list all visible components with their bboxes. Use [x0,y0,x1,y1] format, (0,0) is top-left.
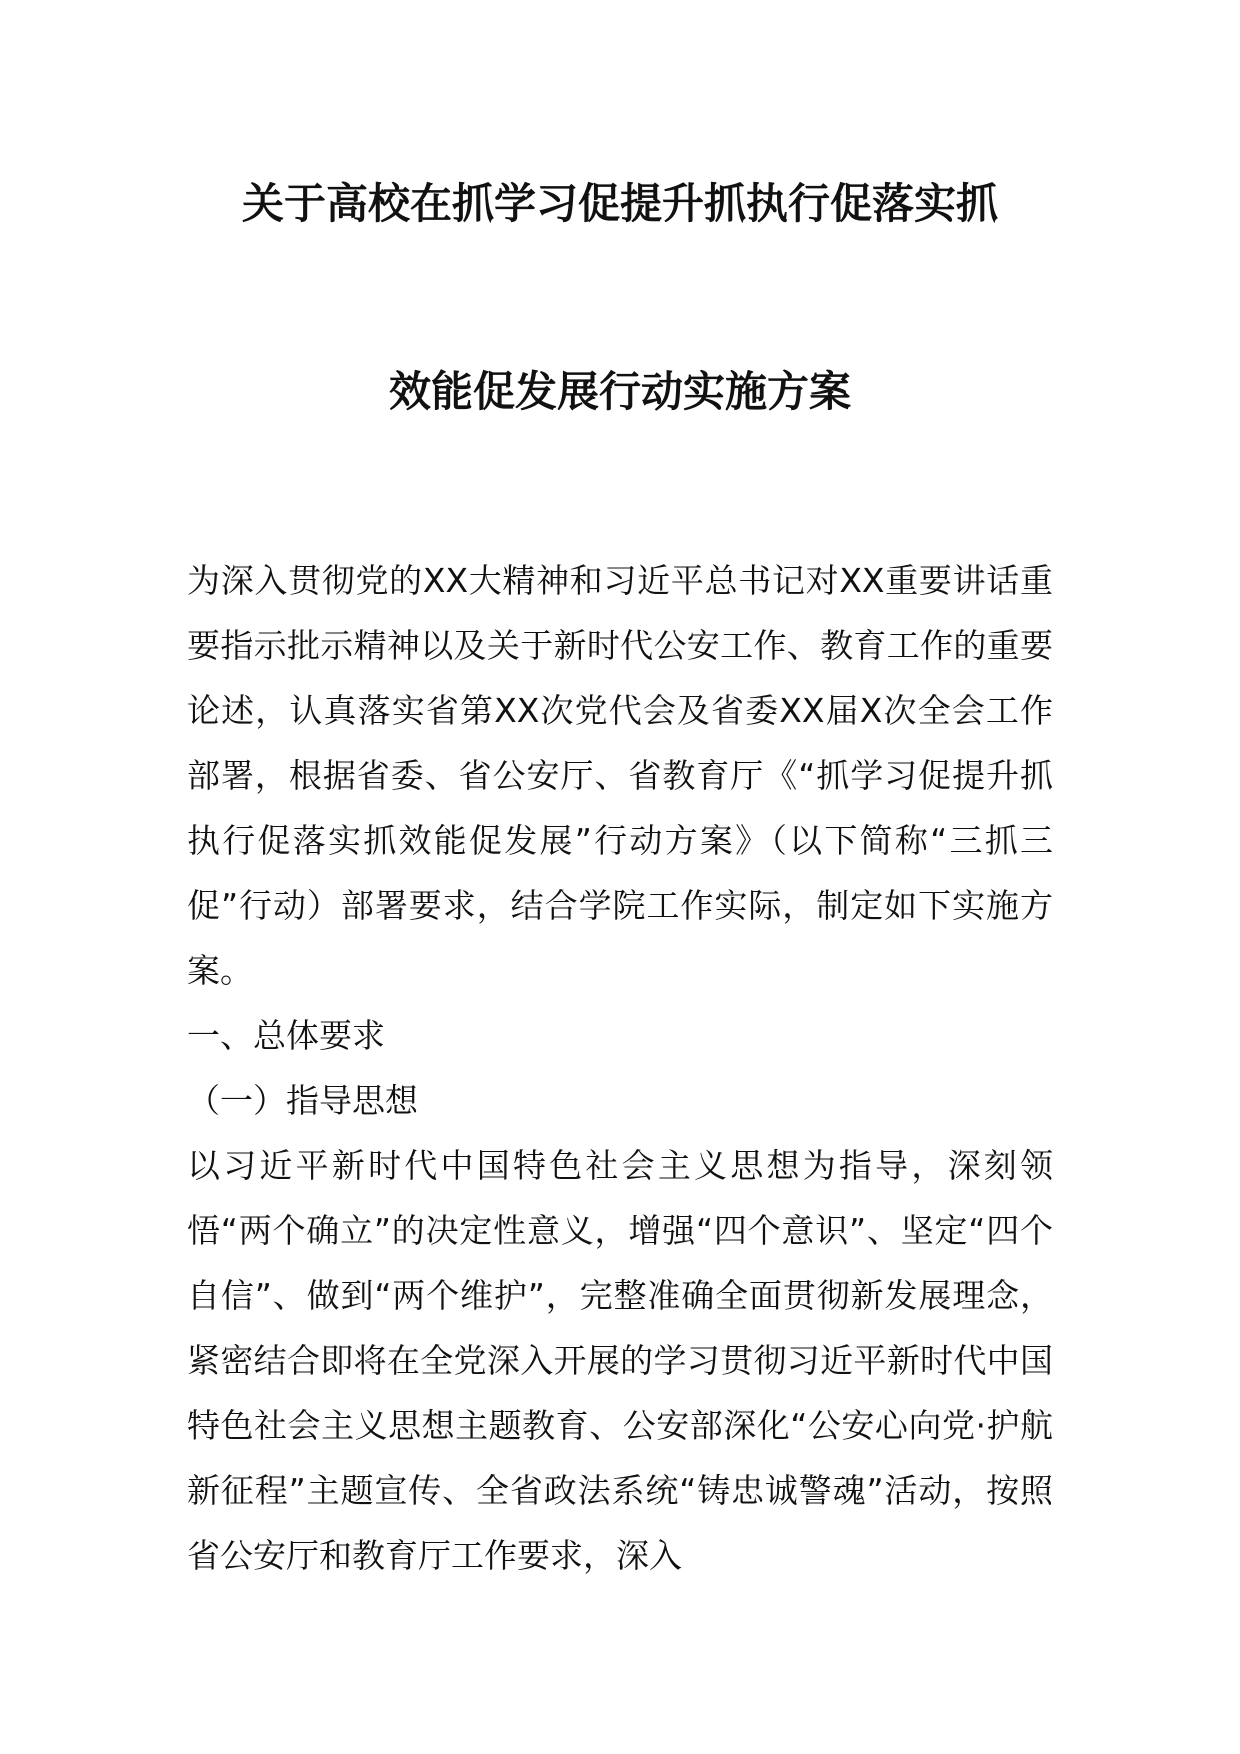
document-title-line-1: 关于高校在抓学习促提升抓执行促落实抓 [241,179,998,228]
subsection-heading-guiding-thought: （一）指导思想 [187,1081,418,1120]
document-body [187,548,1053,1588]
guiding-thought-paragraph: 以习近平新时代中国特色社会主义思想为指导，深刻领悟“两个确立”的决定性意义，增强“四个意识”、坚定“四个自信”、做到“两个维护”，完整准确全面贯彻新发展理念，紧密结合即将在全党深入开展的学习贯彻习近平新时代中国特色社会主义思想主题教育、公安部深化“公安心向党·护航新征程”主题宣传、全省政法系统“铸忠诚警魂”活动，按照省公安厅和教育厅工作要求，深入 [187,1146,1053,1575]
intro-paragraph: 为深入贯彻党的XX大精神和习近平总书记对XX重要讲话重要指示批示精神以及关于新时代公安工作、教育工作的重要论述，认真落实省第XX次党代会及省委XX届X次全会工作部署，根据省委、省公安厅、省教育厅《“抓学习促提升抓执行促落实抓效能促发展”行动方案》（以下简称“三抓三促”行动）部署要求，结合学院工作实际，制定如下实施方案。 [187,561,1053,990]
document-title-line-2: 效能促发展行动实施方案 [388,367,851,416]
section-heading-overall-requirements: 一、总体要求 [187,1016,385,1055]
